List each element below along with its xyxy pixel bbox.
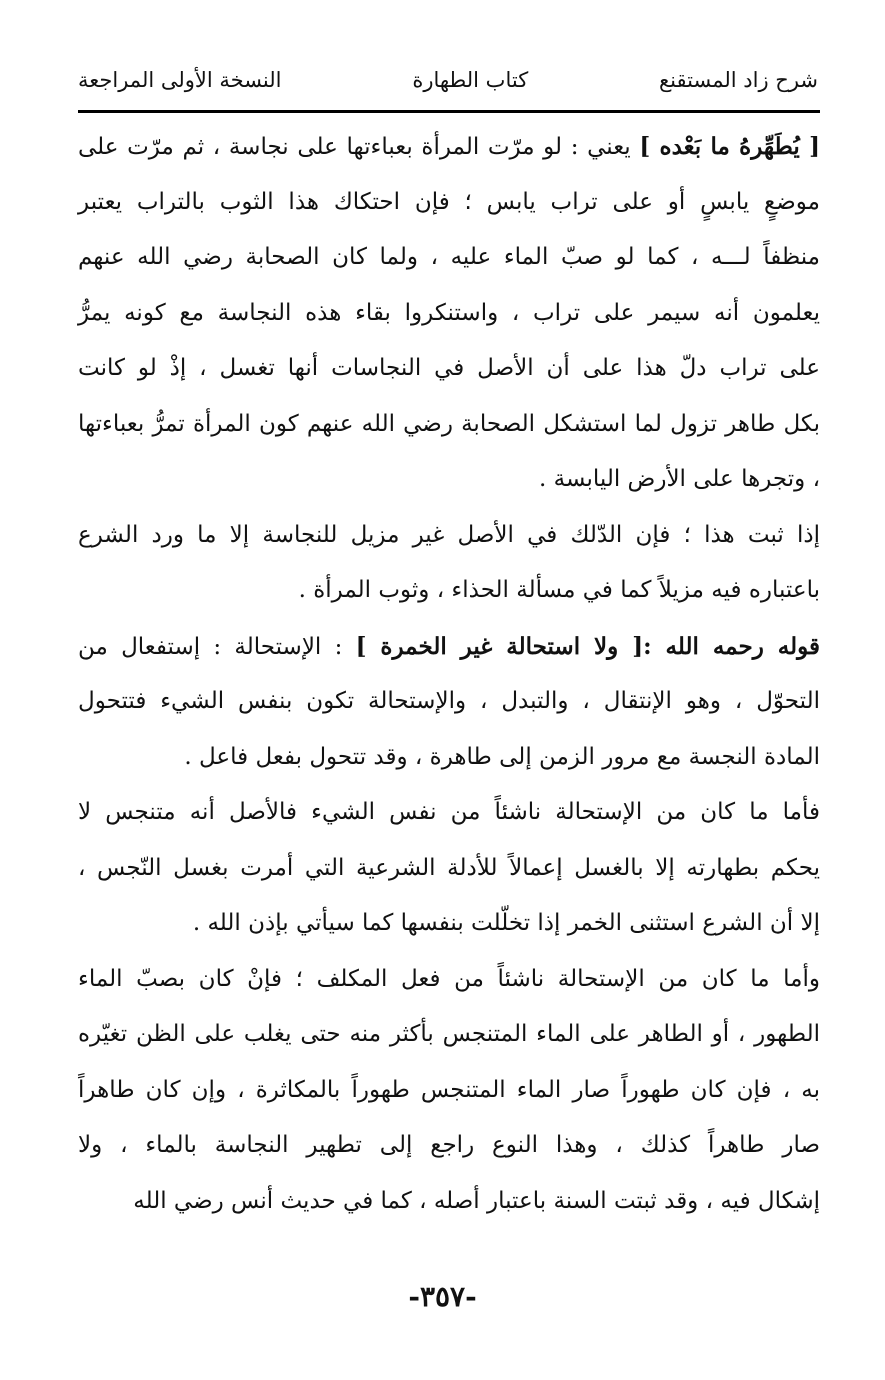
header-divider — [78, 110, 820, 113]
page-number: -٣٥٧- — [408, 1280, 477, 1313]
running-header — [78, 60, 818, 100]
line-text: إشكال فيه ، وقد ثبتت السنة باعتبار أصله ، كما في حديث أنس رضي الله — [133, 1187, 820, 1214]
quoted-matn: قوله رحمه الله :[ ولا استحالة غير الخمرة ] — [355, 632, 820, 660]
line-text: : الإستحالة : إستفعال من — [78, 633, 356, 660]
header-edition: النسخة الأولى المراجعة — [78, 68, 282, 92]
line-text: على تراب دلّ هذا على أن الأصل في النجاسات أنها تغسل ، إذْ لو كانت — [78, 355, 820, 381]
line-text: بكل طاهر تزول لما استشكل الصحابة رضي الله عنهم كون المرأة تمرُّ بعباءتها — [78, 410, 820, 437]
text-line — [78, 1118, 820, 1174]
line-text: الطهور ، أو الطاهر على الماء المتنجس بأكثر منه حتى يغلب على الظن تغيّره — [78, 1021, 820, 1047]
line-text: صار طاهراً كذلك ، وهذا النوع راجع إلى تطهير النجاسة بالماء ، ولا — [78, 1132, 820, 1158]
paragraph — [78, 785, 820, 952]
paragraph — [78, 508, 820, 619]
paragraph — [78, 952, 820, 1230]
line-text: فأما ما كان من الإستحالة ناشئاً من نفس الشيء فالأصل أنه متنجس لا — [78, 799, 820, 825]
text-line — [78, 785, 820, 841]
text-line — [78, 1007, 820, 1063]
text-line — [78, 619, 820, 675]
text-line — [78, 674, 820, 730]
text-line — [78, 175, 820, 231]
line-text: المادة النجسة مع مرور الزمن إلى طاهرة ، وقد تتحول بفعل فاعل . — [184, 743, 820, 770]
text-line — [78, 341, 820, 397]
text-line — [78, 230, 820, 286]
line-text: إذا ثبت هذا ؛ فإن الدّلك في الأصل غير مزيل للنجاسة إلا ما ورد الشرع — [78, 521, 820, 548]
text-line — [78, 397, 820, 453]
header-book-title: شرح زاد المستقنع — [659, 68, 818, 92]
line-text: ، وتجرها على الأرض اليابسة . — [539, 466, 820, 492]
header-chapter: كتاب الطهارة — [412, 68, 529, 92]
paragraph — [78, 619, 820, 786]
line-text: يحكم بطهارته إلا بالغسل إعمالاً للأدلة الشرعية التي أمرت بغسل النّجس ، — [78, 854, 820, 881]
paragraph — [78, 119, 820, 508]
text-line — [78, 896, 820, 952]
text-line — [78, 452, 820, 508]
line-text: التحوّل ، وهو الإنتقال ، والتبدل ، والإستحالة تكون بنفس الشيء فتتحول — [78, 688, 820, 714]
text-line — [78, 1063, 820, 1119]
line-text: يعلمون أنه سيمر على تراب ، واستنكروا بقاء هذه النجاسة مع كونه يمرُّ — [78, 299, 820, 326]
text-line — [78, 508, 820, 564]
line-text: به ، فإن كان طهوراً صار الماء المتنجس طهوراً بالمكاثرة ، وإن كان طاهراً — [78, 1076, 820, 1103]
text-line — [78, 286, 820, 342]
line-text: إلا أن الشرع استثنى الخمر إذا تخلّلت بنفسها كما سيأتي بإذن الله . — [192, 910, 820, 936]
body-text — [78, 119, 820, 1229]
line-text: منظفاً لـــه ، كما لو صبّ الماء عليه ، ولما كان الصحابة رضي الله عنهم — [78, 244, 820, 270]
quoted-matn: [ يُطَهِّرهُ ما بَعْده ] — [639, 133, 820, 160]
line-text: يعني : لو مرّت المرأة بعباءتها على نجاسة ، ثم مرّت على — [78, 134, 640, 160]
text-line — [78, 563, 820, 619]
text-line — [78, 841, 820, 897]
text-line — [78, 730, 820, 786]
line-text: موضعٍ يابسٍ أو على تراب يابس ؛ فإن احتكاك هذا الثوب بالتراب يعتبر — [78, 188, 820, 215]
text-line — [78, 952, 820, 1008]
line-text: باعتباره فيه مزيلاً كما في مسألة الحذاء ، وثوب المرأة . — [298, 577, 820, 603]
line-text: وأما ما كان من الإستحالة ناشئاً من فعل المكلف ؛ فإنْ كان بصبّ الماء — [78, 965, 820, 992]
text-line — [78, 119, 820, 175]
text-line — [78, 1174, 820, 1230]
